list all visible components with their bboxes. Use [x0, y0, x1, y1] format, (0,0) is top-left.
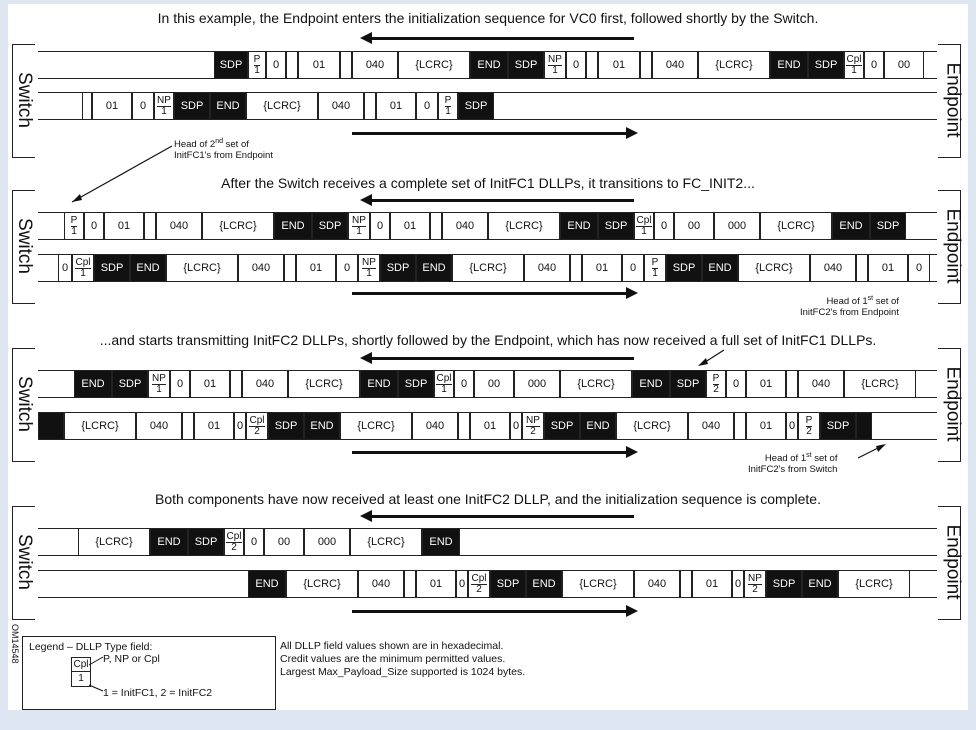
dllp-field: [458, 413, 470, 439]
footnote-3: Largest Max_Payload_Size supported is 1024 bytes.: [280, 666, 526, 678]
dllp-field: END: [416, 255, 452, 281]
dllp-field: 01: [868, 255, 908, 281]
dllp-field: [734, 413, 746, 439]
dllp-field: 0: [170, 371, 190, 397]
dllp-field: END: [802, 571, 838, 597]
dllp-field: SDP: [808, 52, 844, 78]
dllp-field: {LCRC}: [340, 413, 412, 439]
lane-endpoint-to-switch-3: [38, 370, 937, 398]
dllp-field: NP 1: [544, 52, 566, 78]
dllp-field: 0: [622, 255, 644, 281]
note-head-2nd-initfc1-endpoint: Head of 2nd set of InitFC1's from Endpoint: [174, 138, 273, 162]
dllp-field: 040: [652, 52, 698, 78]
dllp-field: P 1: [248, 52, 266, 78]
dllp-field: {LCRC}: [738, 255, 810, 281]
dllp-field: SDP: [214, 52, 248, 78]
dllp-field: 01: [416, 571, 456, 597]
dllp-field: 0: [456, 571, 468, 597]
dllp-field: SDP: [94, 255, 130, 281]
dllp-field: 040: [442, 213, 488, 239]
dllp-field: {LCRC}: [202, 213, 274, 239]
switch-label-3: Switch: [14, 376, 35, 432]
switch-label-2: Switch: [14, 218, 35, 274]
endpoint-label-3: Endpoint: [942, 366, 964, 442]
dllp-field: P 1: [64, 213, 84, 239]
dllp-field: END: [580, 413, 616, 439]
dllp-field: 0: [336, 255, 358, 281]
dllp-field: SDP: [508, 52, 544, 78]
dllp-field: 0: [58, 255, 72, 281]
dllp-field: SDP: [458, 93, 494, 119]
dllp-field: END: [832, 213, 870, 239]
dllp-field: [82, 93, 92, 119]
dllp-field: {LCRC}: [560, 371, 632, 397]
dllp-field: 01: [692, 571, 732, 597]
lane-switch-to-endpoint-2: [38, 254, 937, 282]
dllp-field: SDP: [666, 255, 702, 281]
dllp-field: 0: [454, 371, 474, 397]
dllp-field: {LCRC}: [398, 52, 470, 78]
dllp-field: END: [248, 571, 286, 597]
dllp-field: END: [130, 255, 166, 281]
dllp-field: Cpl 2: [246, 413, 268, 439]
dllp-field: 01: [194, 413, 234, 439]
dllp-field: [786, 371, 798, 397]
dllp-field: {LCRC}: [698, 52, 770, 78]
dllp-field: SDP: [112, 371, 148, 397]
dllp-field: 0: [908, 255, 930, 281]
caption-3: ...and starts transmitting InitFC2 DLLPs, shortly followed by the Endpoint, which has now received a full set of InitFC1 DLLPs.: [99, 332, 877, 348]
dllp-field: {LCRC}: [844, 371, 916, 397]
dllp-field: [640, 52, 652, 78]
dllp-field: 01: [298, 52, 340, 78]
dllp-field: 0: [732, 571, 744, 597]
endpoint-label-2: Endpoint: [942, 208, 964, 284]
dllp-field: Cpl 1: [434, 371, 454, 397]
dllp-field: {LCRC}: [286, 571, 358, 597]
legend-sample-cell: Cpl 1: [71, 657, 91, 687]
legend-item-type: P, NP or Cpl: [103, 653, 160, 665]
dllp-field: [340, 52, 352, 78]
endpoint-label-4: Endpoint: [942, 524, 964, 600]
dllp-field: P 2: [798, 413, 820, 439]
dllp-field: Cpl 1: [72, 255, 94, 281]
dllp-field: 0: [726, 371, 746, 397]
dllp-field: 00: [474, 371, 514, 397]
dllp-field: SDP: [312, 213, 348, 239]
dllp-field: Cpl 1: [844, 52, 864, 78]
dllp-field: Cpl 2: [468, 571, 490, 597]
arrow-left-1: [370, 37, 634, 40]
dllp-field: 0: [234, 413, 246, 439]
dllp-field: [182, 413, 194, 439]
dllp-field: [856, 255, 868, 281]
dllp-field: 0: [370, 213, 390, 239]
dllp-field: {LCRC}: [350, 529, 422, 555]
dllp-field: SDP: [870, 213, 906, 239]
dllp-field: NP 2: [522, 413, 544, 439]
caption-1: In this example, the Endpoint enters the initialization sequence for VC0 first, followed shortly by the Switch.: [157, 10, 819, 26]
dllp-field: [404, 571, 416, 597]
dllp-field: 0: [266, 52, 286, 78]
note-head-1st-initfc2-switch: Head of 1st set of InitFC2's from Switch: [748, 452, 838, 476]
dllp-field: 040: [358, 571, 404, 597]
dllp-field: {LCRC}: [838, 571, 910, 597]
dllp-field: [364, 93, 376, 119]
dllp-field: [430, 213, 442, 239]
dllp-field: 01: [470, 413, 510, 439]
dllp-field: 0: [566, 52, 586, 78]
dllp-field: END: [702, 255, 738, 281]
dllp-field: NP 1: [148, 371, 170, 397]
legend-item-number: 1 = InitFC1, 2 = InitFC2: [103, 687, 213, 699]
dllp-field: END: [210, 93, 246, 119]
lane-endpoint-to-switch-4: [38, 528, 937, 556]
arrow-right-3: [352, 451, 628, 454]
dllp-field: END: [770, 52, 808, 78]
dllp-field: SDP: [544, 413, 580, 439]
dllp-field: SDP: [268, 413, 304, 439]
dllp-field: END: [422, 529, 460, 555]
dllp-field: SDP: [380, 255, 416, 281]
dllp-field: 040: [810, 255, 856, 281]
dllp-field: 00: [264, 529, 304, 555]
figure-code: OM14548: [10, 624, 20, 664]
dllp-field: {LCRC}: [562, 571, 634, 597]
dllp-field: END: [274, 213, 312, 239]
dllp-field: 040: [352, 52, 398, 78]
dllp-field: END: [632, 371, 670, 397]
dllp-field: P 1: [644, 255, 666, 281]
lane-switch-to-endpoint-3: [38, 412, 937, 440]
dllp-field: 040: [798, 371, 844, 397]
dllp-field: 040: [242, 371, 288, 397]
note-head-1st-initfc2-endpoint: Head of 1st set of InitFC2's from Endpoint: [800, 295, 899, 319]
arrow-right-2: [352, 292, 628, 295]
dllp-field: {LCRC}: [246, 93, 318, 119]
dllp-field: 0: [864, 52, 884, 78]
dllp-field: {LCRC}: [78, 529, 150, 555]
dllp-field: 01: [746, 413, 786, 439]
dllp-field: 01: [376, 93, 416, 119]
switch-label-1: Switch: [14, 72, 35, 128]
dllp-field: [144, 213, 156, 239]
dllp-field: {LCRC}: [288, 371, 360, 397]
legend-title: Legend – DLLP Type field:: [29, 641, 153, 653]
arrow-left-4: [370, 515, 634, 518]
dllp-field: {LCRC}: [452, 255, 524, 281]
dllp-field: END: [560, 213, 598, 239]
dllp-field: END: [150, 529, 188, 555]
switch-label-4: Switch: [14, 534, 35, 590]
arrow-left-3: [370, 357, 634, 360]
dllp-field: 0: [654, 213, 674, 239]
lane-endpoint-to-switch-2: [38, 212, 937, 240]
dllp-field: 0: [132, 93, 154, 119]
dllp-field: 01: [598, 52, 640, 78]
dllp-field: 000: [714, 213, 760, 239]
arrow-left-2: [370, 199, 634, 202]
caption-4: Both components have now received at least one InitFC2 DLLP, and the initialization sequence is complete.: [155, 491, 821, 507]
dllp-field: 040: [634, 571, 680, 597]
dllp-field: NP 1: [348, 213, 370, 239]
dllp-field: {LCRC}: [616, 413, 688, 439]
endpoint-label-1: Endpoint: [942, 62, 964, 138]
diagram-canvas: [8, 4, 968, 710]
dllp-field: END: [304, 413, 340, 439]
dllp-field: 01: [582, 255, 622, 281]
dllp-field: [856, 413, 872, 439]
legend-box: [22, 636, 276, 710]
dllp-field: 01: [296, 255, 336, 281]
dllp-field: {LCRC}: [488, 213, 560, 239]
footnote-2: Credit values are the minimum permitted values.: [280, 653, 506, 665]
dllp-field: SDP: [490, 571, 526, 597]
arrow-right-1: [352, 132, 628, 135]
dllp-field: P 1: [438, 93, 458, 119]
dllp-field: 040: [156, 213, 202, 239]
dllp-field: 0: [416, 93, 438, 119]
dllp-field: END: [360, 371, 398, 397]
dllp-field: [286, 52, 298, 78]
dllp-field: 01: [190, 371, 230, 397]
dllp-field: 01: [746, 371, 786, 397]
dllp-field: P 2: [706, 371, 726, 397]
dllp-field: 040: [318, 93, 364, 119]
dllp-field: [570, 255, 582, 281]
dllp-field: [38, 413, 64, 439]
dllp-field: {LCRC}: [64, 413, 136, 439]
dllp-field: 040: [238, 255, 284, 281]
dllp-field: Cpl 2: [224, 529, 244, 555]
dllp-field: SDP: [670, 371, 706, 397]
dllp-field: 040: [524, 255, 570, 281]
dllp-field: 01: [104, 213, 144, 239]
dllp-field: 0: [786, 413, 798, 439]
dllp-field: SDP: [820, 413, 856, 439]
lane-endpoint-to-switch-1: [38, 51, 937, 79]
footnote-1: All DLLP field values shown are in hexadecimal.: [280, 640, 504, 652]
footnotes: [280, 640, 525, 679]
dllp-field: 040: [136, 413, 182, 439]
dllp-field: 0: [510, 413, 522, 439]
dllp-field: 00: [674, 213, 714, 239]
dllp-field: END: [470, 52, 508, 78]
dllp-field: 0: [244, 529, 264, 555]
dllp-field: {LCRC}: [760, 213, 832, 239]
dllp-field: NP 1: [154, 93, 174, 119]
dllp-field: 000: [304, 529, 350, 555]
dllp-field: SDP: [766, 571, 802, 597]
dllp-field: NP 2: [744, 571, 766, 597]
legend-arrows: [83, 651, 107, 699]
dllp-field: [284, 255, 296, 281]
dllp-field: 01: [92, 93, 132, 119]
lane-switch-to-endpoint-1: [38, 92, 937, 120]
arrow-right-4: [352, 610, 628, 613]
dllp-field: [586, 52, 598, 78]
dllp-field: 00: [884, 52, 924, 78]
lane-switch-to-endpoint-4: [38, 570, 937, 598]
dllp-field: 040: [412, 413, 458, 439]
dllp-field: 000: [514, 371, 560, 397]
dllp-field: SDP: [174, 93, 210, 119]
dllp-field: SDP: [398, 371, 434, 397]
caption-2: After the Switch receives a complete set of InitFC1 DLLPs, it transitions to FC_INIT2...: [221, 175, 755, 191]
dllp-field: 0: [84, 213, 104, 239]
dllp-field: 040: [688, 413, 734, 439]
dllp-field: NP 1: [358, 255, 380, 281]
dllp-field: [680, 571, 692, 597]
dllp-field: SDP: [188, 529, 224, 555]
dllp-field: END: [526, 571, 562, 597]
dllp-field: END: [74, 371, 112, 397]
dllp-field: Cpl 1: [634, 213, 654, 239]
dllp-field: [230, 371, 242, 397]
dllp-field: 01: [390, 213, 430, 239]
dllp-field: SDP: [598, 213, 634, 239]
dllp-field: {LCRC}: [166, 255, 238, 281]
